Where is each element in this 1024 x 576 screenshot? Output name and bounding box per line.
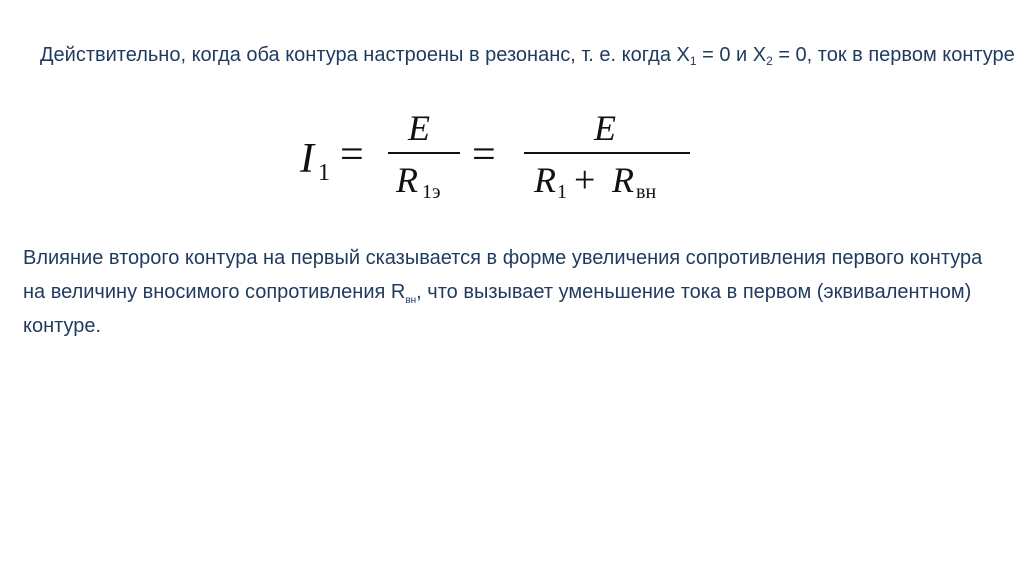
intro-text-c: = 0, ток в первом контуре (772, 44, 1015, 66)
frac1-denominator-sub: 1э (422, 181, 441, 203)
formula-lhs: I (300, 136, 314, 182)
formula-eq-1: = (340, 132, 364, 178)
frac2-denominator-b-sub: вн (636, 181, 657, 203)
frac2-denominator-a: R (534, 160, 556, 200)
intro-paragraph (40, 39, 1015, 72)
rvn-subscript: вн (405, 295, 417, 306)
intro-text-b: = 0 и X (696, 44, 767, 66)
formula-lhs-sub: 1 (318, 160, 330, 186)
frac1-denominator: R (396, 160, 418, 200)
formula-eq-2: = (472, 132, 496, 178)
influence-text-b: , что вызывает уменьшение тока в первом (эквивалентном) контуре. (23, 281, 972, 337)
frac2-denominator-a-sub: 1 (557, 181, 567, 203)
influence-text-a: Влияние второго контура на первый сказывается в форме увеличения сопротивления первого контура на величину вносимого сопротивления R (23, 247, 983, 303)
frac2-numerator: E (594, 110, 616, 148)
frac2-denominator-b: R (612, 160, 634, 200)
frac1-numerator: E (408, 110, 430, 148)
x2-subscript: 2 (766, 54, 773, 68)
current-formula (298, 110, 698, 205)
x1-subscript: 1 (689, 54, 697, 68)
frac2-plus: + (574, 159, 596, 201)
influence-paragraph (23, 241, 1003, 343)
intro-text-a: Действительно, когда оба контура настроены в резонанс, т. е. когда X (40, 44, 690, 66)
